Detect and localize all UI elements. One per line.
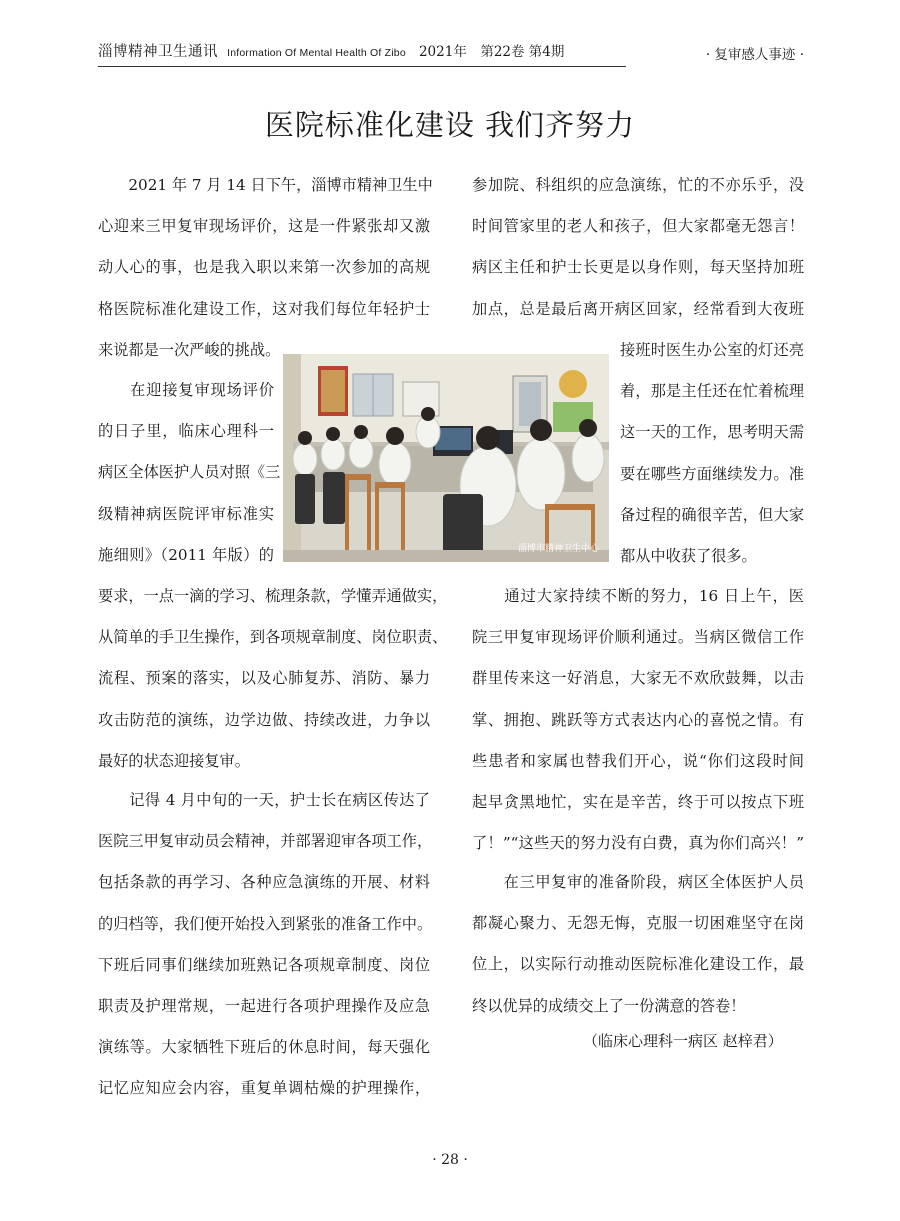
text-line: 2021 年 7 月 14 日下午，淄博市精神卫生中: [98, 176, 433, 194]
journal-name-en: Information Of Mental Health Of Zibo: [227, 47, 406, 59]
text-line: 起早贪黑地忙，实在是辛苦，终于可以按点下班: [472, 792, 804, 811]
photo-watermark: 淄博市精神卫生中心: [517, 544, 599, 554]
right-para-3: [472, 576, 804, 864]
left-para-2: [98, 370, 281, 576]
text-line: 病区全体医护人员对照《三: [98, 463, 281, 482]
text-line: 施细则》（2011 年版）的: [98, 545, 274, 564]
text-line: 加点，总是最后离开病区回家，经常看到大夜班: [472, 299, 804, 318]
author-signature: （临床心理科一病区 赵梓君）: [583, 1032, 783, 1050]
left-para-1: [98, 165, 433, 371]
text-line: 的日子里，临床心理科一: [98, 422, 274, 441]
text-line: 动人心的事，也是我入职以来第一次参加的高规: [98, 258, 430, 277]
text-line: 都从中收获了很多。: [620, 546, 757, 565]
text-line: 记得 4 月中旬的一天，护士长在病区传达了: [98, 791, 430, 809]
text-line: 从简单的手卫生操作，到各项规章制度、岗位职责、: [98, 628, 448, 647]
text-line: 最好的状态迎接复审。: [98, 751, 250, 770]
right-para-4: [472, 862, 804, 1027]
text-line: 参加院、科组织的应急演练，忙的不亦乐乎，没: [472, 176, 804, 194]
text-line: 要在哪些方面继续发力。准: [620, 464, 804, 483]
text-line: 记忆应知应会内容，重复单调枯燥的护理操作，: [98, 1079, 430, 1098]
text-line: 群里传来这一好消息，大家无不欢欣鼓舞，以击: [472, 669, 804, 688]
text-line: 这一天的工作，思考明天需: [620, 423, 804, 442]
section-label: · 复审感人事迹 ·: [705, 47, 804, 63]
issue-info: 2021年 第22卷 第4期: [418, 44, 565, 60]
text-line: 病区主任和护士长更是以身作则，每天坚持加班: [472, 258, 804, 277]
meeting-photo-illustration: [283, 354, 609, 562]
text-line: 通过大家持续不断的努力，16 日上午，医: [472, 587, 804, 605]
text-line: 备过程的确很辛苦，但大家: [620, 505, 804, 524]
text-line: 下班后同事们继续加班熟记各项规章制度、岗位: [98, 955, 430, 974]
text-line: 的归档等，我们便开始投入到紧张的准备工作中。: [98, 914, 433, 933]
text-line: 来说都是一次严峻的挑战。: [98, 340, 281, 359]
text-line: 职责及护理常规，一起进行各项护理操作及应急: [98, 996, 430, 1015]
text-line: 了！”“这些天的努力没有白费，真为你们高兴！”: [472, 834, 804, 853]
text-line: 着，那是主任还在忙着梳理: [620, 382, 804, 401]
journal-name-cn: 淄博精神卫生通讯: [98, 44, 218, 60]
left-para-4: [98, 780, 433, 1110]
right-para-1: [472, 165, 804, 330]
text-line: 包括条款的再学习、各种应急演练的开展、材料: [98, 873, 430, 892]
article-title: 医院标准化建设 我们齐努力: [264, 108, 636, 142]
text-line: 攻击防范的演练，边学边做、持续改进，力争以: [98, 710, 430, 729]
page-number: · 28 ·: [432, 1152, 468, 1168]
text-line: 流程、预案的落实，以及心肺复苏、消防、暴力: [98, 669, 430, 688]
text-line: 医院三甲复审动员会精神，并部署迎审各项工作，: [98, 832, 433, 851]
text-line: 位上，以实际行动推动医院标准化建设工作，最: [472, 955, 804, 974]
text-line: 要求，一点一滴的学习、梳理条款，学懂弄通做实，: [98, 587, 448, 605]
meeting-photo: [283, 354, 609, 562]
right-para-2: [620, 330, 804, 577]
text-line: 级精神病医院评审标准实: [98, 504, 274, 523]
text-line: 在迎接复审现场评价: [98, 381, 274, 399]
text-line: 接班时医生办公室的灯还亮: [620, 341, 804, 359]
left-para-3: [98, 576, 448, 782]
text-line: 在三甲复审的准备阶段，病区全体医护人员: [472, 873, 804, 891]
text-line: 格医院标准化建设工作，这对我们每位年轻护士: [98, 299, 430, 318]
text-line: 掌、拥抱、跳跃等方式表达内心的喜悦之情。有: [472, 710, 804, 729]
text-line: 演练等。大家牺牲下班后的休息时间，每天强化: [98, 1038, 430, 1057]
text-line: 院三甲复审现场评价顺利通过。当病区微信工作: [472, 628, 804, 647]
text-line: 终以优异的成绩交上了一份满意的答卷！: [472, 996, 746, 1015]
text-line: 些患者和家属也替我们开心，说“你们这段时间: [472, 751, 804, 770]
text-line: 时间管家里的老人和孩子，但大家都毫无怨言！: [472, 217, 804, 236]
journal-header: [98, 40, 626, 67]
text-line: 都凝心聚力、无怨无悔，克服一切困难坚守在岗: [472, 914, 804, 933]
text-line: 心迎来三甲复审现场评价，这是一件紧张却又激: [98, 217, 430, 236]
